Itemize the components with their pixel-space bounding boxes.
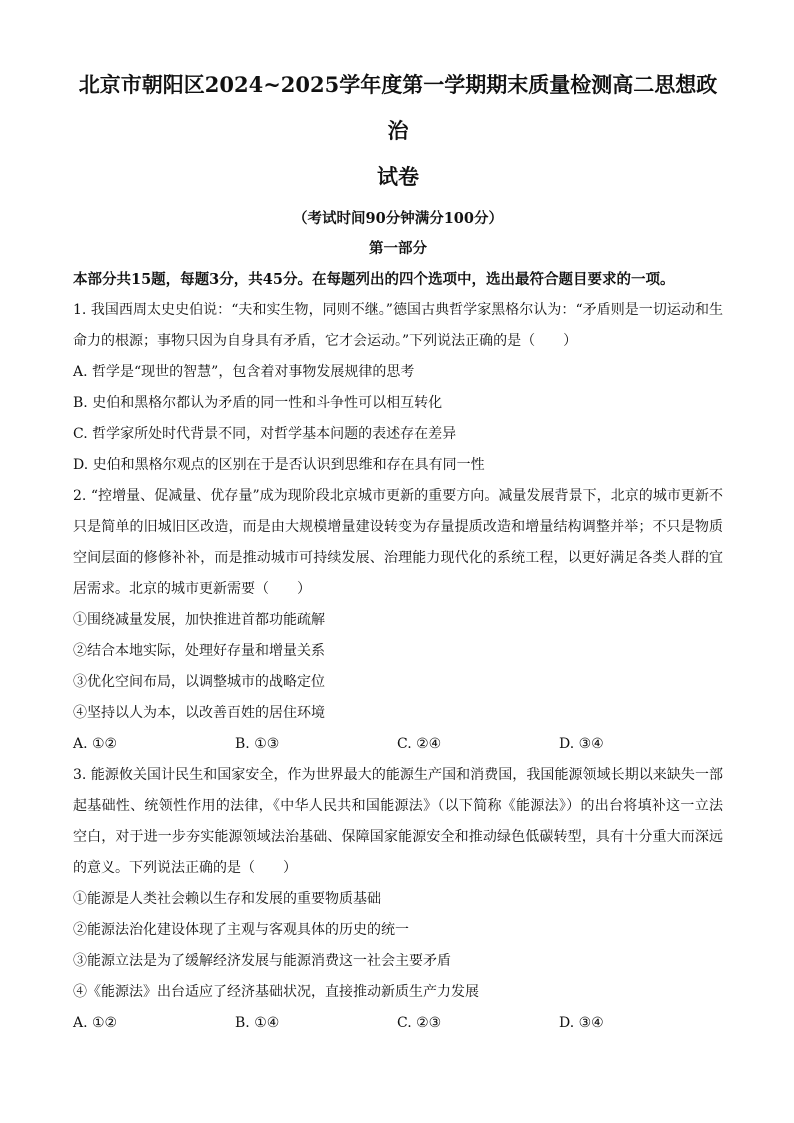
answer-choices bbox=[73, 1008, 723, 1039]
statement-2: ②能源法治化建设体现了主观与客观具体的历史的统一 bbox=[73, 922, 409, 938]
choice-d: D. ③④ bbox=[559, 1015, 604, 1031]
choice-d: D. ③④ bbox=[559, 736, 604, 752]
option-a: A. 哲学是“现世的智慧”，包含着对事物发展规律的思考 bbox=[73, 364, 415, 380]
answer-choices bbox=[73, 729, 723, 760]
question-stem: 1. 我国西周太史史伯说：“夫和实生物，同则不继。”德国古典哲学家黑格尔认为：“矛盾则是一切运动和生命力的根源；事物只因为自身具有矛盾，它才会运动。”下列说法正确的是（ ） bbox=[73, 302, 723, 349]
statement-1: ①围绕减量发展，加快推进首都功能疏解 bbox=[73, 612, 325, 628]
title-line-1: 北京市朝阳区2024~2025学年度第一学期期末质量检测高二思想政治 bbox=[78, 72, 718, 143]
statement-4: ④《能源法》出台适应了经济基础状况，直接推动新质生产力发展 bbox=[73, 984, 479, 1000]
statement-4: ④坚持以人为本，以改善百姓的居住环境 bbox=[73, 705, 325, 721]
exam-time-note: （考试时间90分钟满分100分） bbox=[293, 210, 503, 227]
choice-a: A. ①② bbox=[73, 736, 118, 752]
statement-3: ③优化空间布局，以调整城市的战略定位 bbox=[73, 674, 325, 690]
choice-b: B. ①④ bbox=[235, 1015, 280, 1031]
statement-1: ①能源是人类社会赖以生存和发展的重要物质基础 bbox=[73, 891, 381, 907]
option-b: B. 史伯和黑格尔都认为矛盾的同一性和斗争性可以相互转化 bbox=[73, 395, 443, 411]
section-title: 第一部分 bbox=[369, 240, 427, 257]
question-2 bbox=[73, 481, 723, 760]
exam-page bbox=[73, 62, 723, 1039]
question-1 bbox=[73, 295, 723, 481]
question-stem: 2. “控增量、促减量、优存量”成为现阶段北京城市更新的重要方向。减量发展背景下，北京的城市更新不只是简单的旧城旧区改造，而是由大规模增量建设转变为存量提质改造和增量结构调整并举；不只是物质空间层面的修修补补，而是推动城市可持续发展、治理能力现代化的系统工程，以更好满足各类人群的宜居需求。北京的城市更新需要（ ） bbox=[73, 488, 723, 597]
title-line-2: 试卷 bbox=[377, 164, 419, 189]
option-d: D. 史伯和黑格尔观点的区别在于是否认识到思维和存在具有同一性 bbox=[73, 457, 485, 473]
exam-title bbox=[73, 62, 723, 200]
question-3 bbox=[73, 760, 723, 1039]
choice-a: A. ①② bbox=[73, 1015, 118, 1031]
choice-c: C. ②④ bbox=[397, 736, 442, 752]
choice-b: B. ①③ bbox=[235, 736, 280, 752]
question-stem: 3. 能源攸关国计民生和国家安全，作为世界最大的能源生产国和消费国，我国能源领域长期以来缺失一部起基础性、统领性作用的法律，《中华人民共和国能源法》（以下简称《能源法》）的出台将填补这一立法空白，对于进一步夯实能源领域法治基础、保障国家能源安全和推动绿色低碳转型，具有十分重大而深远的意义。下列说法正确的是（ ） bbox=[73, 767, 723, 876]
option-c: C. 哲学家所处时代背景不同，对哲学基本问题的表述存在差异 bbox=[73, 426, 457, 442]
statement-2: ②结合本地实际，处理好存量和增量关系 bbox=[73, 643, 325, 659]
statement-3: ③能源立法是为了缓解经济发展与能源消费这一社会主要矛盾 bbox=[73, 953, 451, 969]
section-instructions: 本部分共15题，每题3分，共45分。在每题列出的四个选项中，选出最符合题目要求的一项。 bbox=[73, 271, 675, 288]
choice-c: C. ②③ bbox=[397, 1015, 442, 1031]
